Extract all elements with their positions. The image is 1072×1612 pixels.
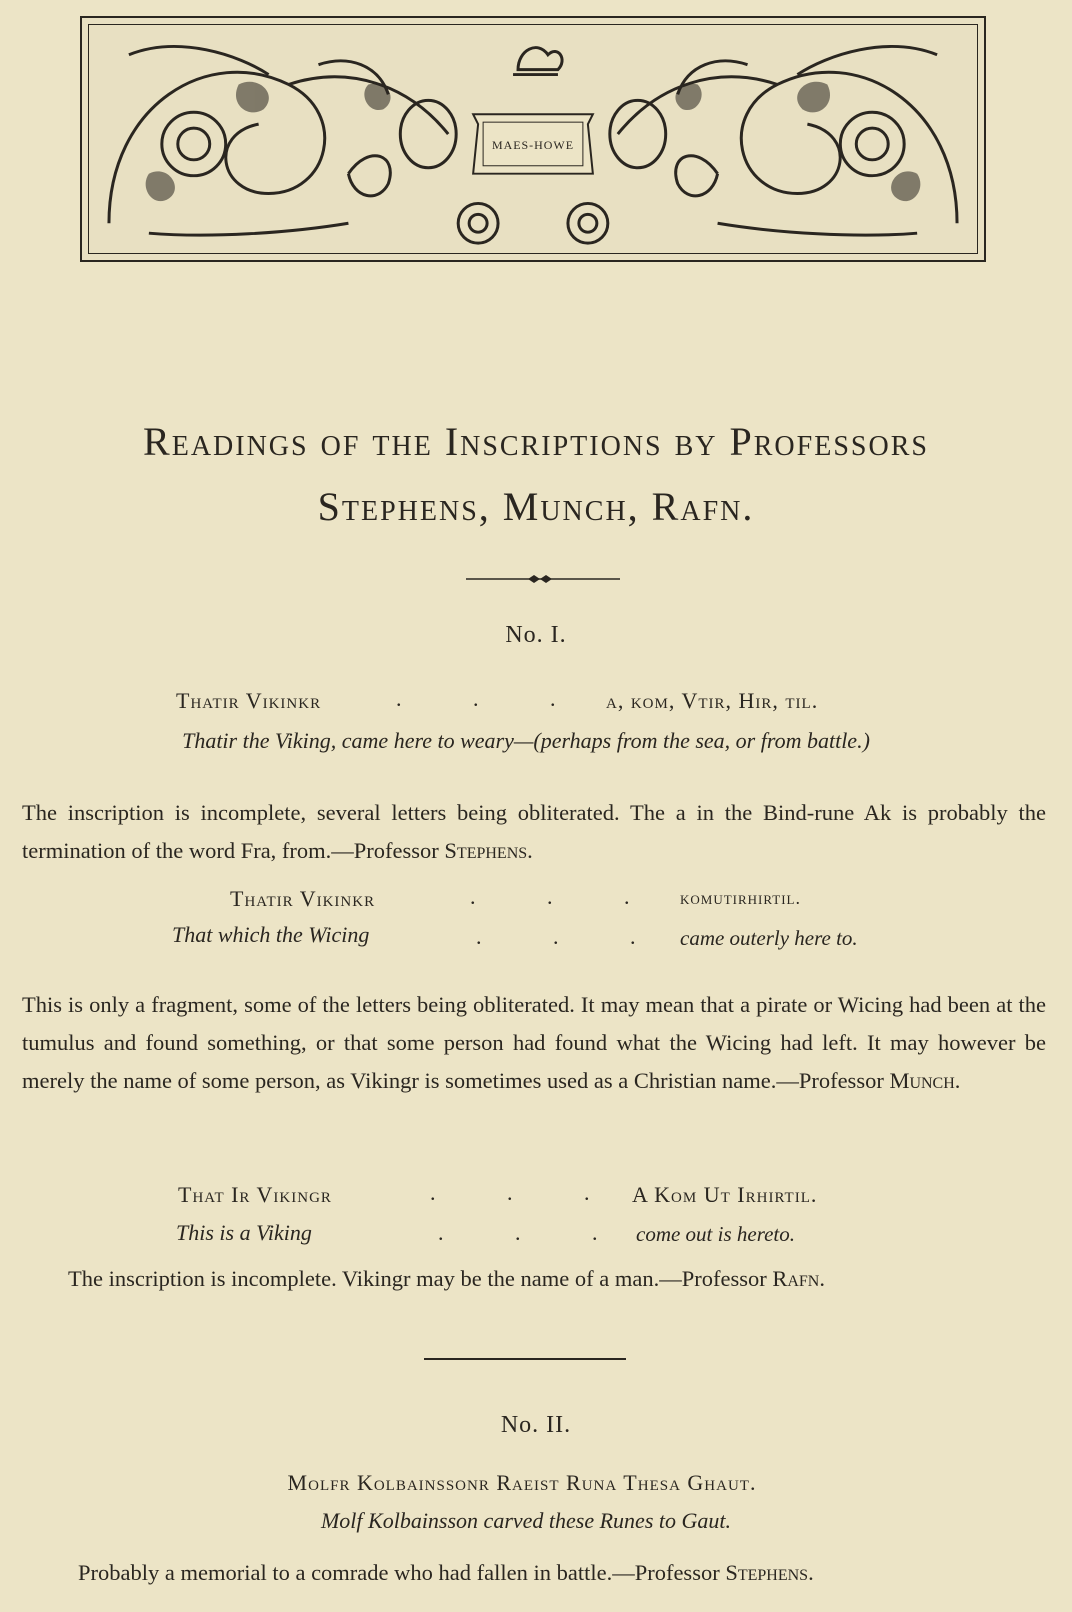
reading1-commentary-text: The inscription is incomplete, several letters being obliterated. The a in the Bind-rune Ak is probably the termination of the word Fra, from.—Professor bbox=[22, 800, 1046, 863]
reading3-ellipsis-1: . . . bbox=[430, 1180, 590, 1205]
reading2-commentary-text: This is only a fragment, some of the letters being obliterated. It may mean that a pirate or Wicing had been at the tumulus and found something, or that some person had found what the Wicing had left. It may however be merely the name of some person, as Vikingr is sometimes used as a Christian name.—Professor bbox=[22, 992, 1046, 1093]
reading2-ellipsis-1: . . . bbox=[470, 884, 630, 909]
reading1-ellipsis: . . . bbox=[396, 686, 556, 711]
section-divider-rule bbox=[424, 1358, 626, 1360]
cartouche bbox=[473, 114, 593, 173]
reading1-attribution: Stephens. bbox=[444, 838, 533, 863]
section2-attribution: Stephens. bbox=[725, 1560, 814, 1585]
scrollwork-ornament bbox=[89, 25, 977, 253]
reading1-runic-left: Thatir Vikinkr bbox=[176, 688, 322, 713]
reading2-ellipsis-2: . . . bbox=[476, 924, 636, 949]
section2-commentary bbox=[78, 1560, 814, 1586]
reading2-translation-right: came outerly here to. bbox=[680, 926, 858, 950]
page-title-line-1: Readings of the Inscriptions by Professors bbox=[143, 419, 929, 464]
banner-frame bbox=[88, 24, 978, 254]
reading3-translation-left: This is a Viking bbox=[176, 1220, 312, 1245]
section-heading-1: No. I. bbox=[505, 622, 567, 648]
reading1-runic-right: a, kom, Vtir, Hir, til. bbox=[606, 688, 819, 713]
section2-commentary-text: Probably a memorial to a comrade who had fallen in battle.—Professor bbox=[78, 1560, 720, 1585]
reading1-commentary bbox=[22, 794, 1046, 870]
section-heading-2: No. II. bbox=[500, 1412, 572, 1438]
reading2-runic-left: Thatir Vikinkr bbox=[230, 886, 376, 911]
page-title-line-2: Stephens, Munch, Rafn. bbox=[317, 484, 755, 529]
reading3-attribution: Rafn. bbox=[772, 1266, 825, 1291]
reading3-runic-right: A Kom Ut Irhirtil. bbox=[632, 1182, 818, 1207]
reading3-commentary-text: The inscription is incomplete. Vikingr may be the name of a man.—Professor bbox=[68, 1266, 767, 1291]
cartouche-label: MAES-HOWE bbox=[491, 137, 575, 152]
reading3-commentary bbox=[68, 1266, 825, 1292]
reading2-translation-left: That which the Wicing bbox=[172, 922, 370, 947]
decorative-banner bbox=[80, 16, 986, 262]
reading2-commentary bbox=[22, 986, 1046, 1100]
reading2-runic-right: komutirhirtil. bbox=[680, 888, 801, 908]
divider-ornament bbox=[466, 574, 620, 584]
reading2-attribution: Munch. bbox=[889, 1068, 961, 1093]
section2-runic: Molfr Kolbainssonr Raeist Runa Thesa Ghaut. bbox=[287, 1470, 757, 1495]
reading3-ellipsis-2: . . . bbox=[438, 1220, 598, 1245]
reading3-translation-right: come out is hereto. bbox=[636, 1222, 796, 1246]
reading1-translation: Thatir the Viking, came here to weary—(perhaps from the sea, or from battle.) bbox=[182, 728, 870, 753]
reading3-runic-left: That Ir Vikingr bbox=[178, 1182, 332, 1207]
section2-translation: Molf Kolbainsson carved these Runes to Gaut. bbox=[320, 1508, 731, 1533]
